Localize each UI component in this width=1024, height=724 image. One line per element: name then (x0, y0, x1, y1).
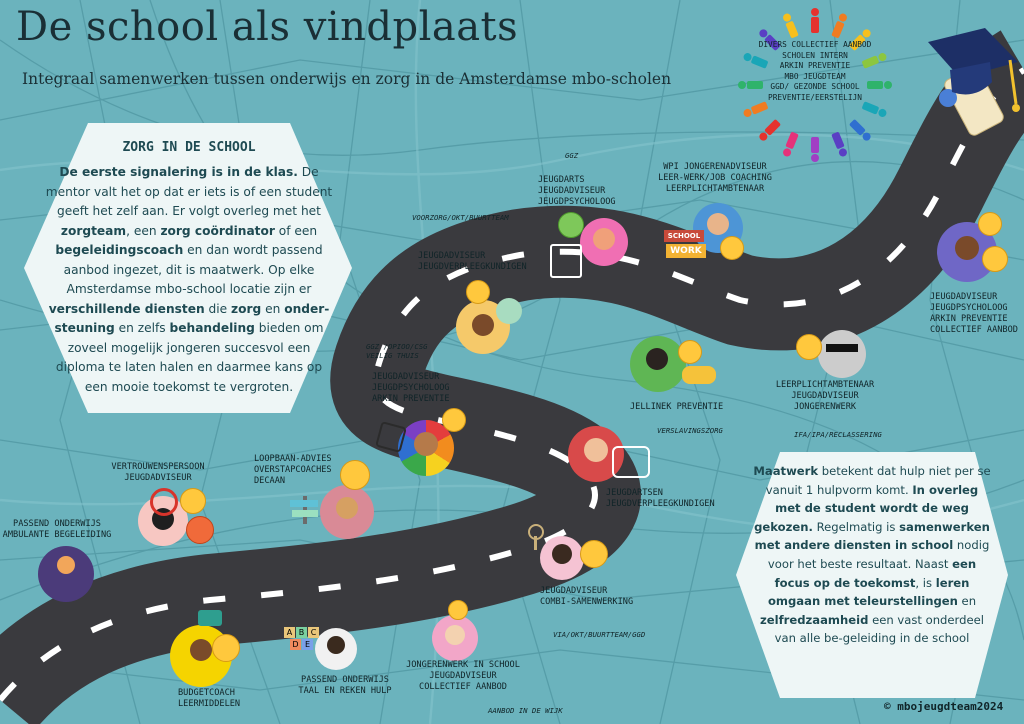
laptop-icon (198, 610, 222, 626)
station-label: JONGERENWERK IN SCHOOL JEUGDADVISEUR COLLECTIEF AANBOD (406, 660, 520, 692)
station-tag: GGZ (565, 151, 579, 160)
avatar-jongerenwerk (432, 615, 478, 661)
legend (742, 40, 888, 103)
person-figure-icon (849, 119, 872, 142)
avatar-wheelchair (38, 546, 94, 602)
alphabet-block: E (302, 639, 313, 650)
station-label: JEUGDARTSEN JEUGDVERPLEEGKUNDIGEN (606, 488, 715, 509)
person-figure-icon (782, 132, 799, 158)
station-tag: VIA/OKT/BUURTTEAM/GGD (553, 630, 646, 639)
station-tag: GGZ /OPIOO/CSG VEILIG THUIS (366, 342, 428, 360)
maatwerk-body: Maatwerk betekent dat hulp niet per se vanuit 1 hulpvorm komt. In overleg met de student wordt de weg gekozen. Regelmatig is samenwerken met andere diensten in school nodig voor het beste resultaat. Naast een focus op de toekomst, is leren omgaan met teleurstellingen en zelfredzaamheid een vast onderdeel van alle be-geleiding in de school (753, 464, 991, 646)
legend-item: SCHOLEN INTERN (782, 50, 848, 60)
station-label: PASSEND ONDERWIJS AMBULANTE BEGELEIDING (2, 519, 112, 540)
worried-emoji-icon (212, 634, 240, 662)
surprised-emoji-icon (978, 212, 1002, 236)
work-sign: WORK (666, 244, 706, 258)
alphabet-block: D (290, 639, 301, 650)
station-label: LEERPLICHTAMBTENAAR JEUGDADVISEUR JONGERENWERK (775, 380, 875, 412)
no-sign-icon (150, 488, 178, 516)
scared-emoji-icon (580, 540, 608, 568)
maatwerk-panel (752, 462, 992, 648)
station-tag: VERSLAVINGSZORG (657, 426, 723, 435)
scale-icon (612, 446, 650, 478)
legend-item: PREVENTIE/EERSTELIJN (768, 92, 862, 102)
zorg-body: De eerste signalering is in de klas. De mentor valt het op dat er iets is of een student geeft het zelf aan. Er volgt overleg met het zorgteam, een zorg coördinator of een begeleidingscoach en dan wordt passend aanbod ingezet, dit is maatwerk. Op elke Amsterdamse mbo-school locatie zijn er verschillende diensten die zorg en onder-steuning en zelfs behandeling bieden om zoveel mogelijk jongeren succesvol een diploma te laten halen en daarmee kans op een mooie toekomst te vergroten. (45, 165, 333, 394)
thinking-emoji-icon (720, 236, 744, 260)
person-figure-icon (831, 12, 848, 38)
avatar-jellinek (630, 336, 686, 392)
station-label: JEUGDADVISEUR JEUGDPSYCHOLOOG ARKIN PREVENTIE (372, 372, 450, 404)
face-emoji-icon (448, 600, 468, 620)
avatar-loopbaan (320, 485, 374, 539)
copyright: © mbojeugdteam2024 (884, 700, 1004, 713)
station-label: VERTROUWENSPERSOON JEUGDADVISEUR (111, 462, 205, 483)
page-title: De school als vindplaats (16, 4, 519, 50)
page-subtitle: Integraal samenwerken tussen onderwijs en zorg in de Amsterdamse mbo-scholen (22, 70, 672, 88)
game-controller-icon (682, 366, 716, 384)
station-label: JELLINEK PREVENTIE (630, 402, 724, 412)
keys-icon (522, 524, 552, 552)
station-label: JEUGDADVISEUR COMBI-SAMENWERKING (540, 586, 634, 607)
station-label: BUDGETCOACH LEERMIDDELEN (178, 688, 241, 709)
dizzy-emoji-icon (678, 340, 702, 364)
avatar-taal-reken (315, 628, 357, 670)
station-label: JEUGDADVISEUR JEUGDPSYCHOLOOG ARKIN PREVENTIE COLLECTIEF AANBOD (930, 292, 1018, 335)
legend-item: DIVERS COLLECTIEF AANBOD (758, 40, 872, 49)
angry-emoji-icon (186, 516, 214, 544)
station-label: PASSEND ONDERWIJS TAAL EN REKEN HULP (298, 675, 392, 696)
copyright-icon: © (884, 700, 891, 713)
avatar-jail (818, 330, 866, 378)
school-sign: SCHOOL (664, 230, 704, 242)
station-tag: IFA/IPA/RECLASSERING (794, 430, 882, 439)
worried-face-emoji-icon (466, 280, 490, 304)
person-figure-icon (782, 12, 799, 38)
alphabet-block: C (308, 627, 319, 638)
person-figure-icon (742, 101, 768, 118)
baby-icon (496, 298, 522, 324)
angry-face-emoji-icon (796, 334, 822, 360)
zorg-in-de-school-panel (44, 140, 334, 397)
station-tag: VOORZORG/OKT/BUURTTEAM (412, 213, 509, 222)
avatar-jeugdarts (580, 218, 628, 266)
sick-emoji-icon (558, 212, 584, 238)
legend-item: GGD/ GEZONDE SCHOOL (770, 82, 860, 91)
thinking-emoji-icon (340, 460, 370, 490)
station-tag: AANBOD IN DE WIJK (488, 706, 563, 715)
alphabet-block: A (284, 627, 295, 638)
zorg-heading: ZORG IN DE SCHOOL (122, 140, 256, 155)
person-figure-icon (811, 8, 819, 33)
legend-item: ARKIN PREVENTIE (779, 61, 851, 70)
alphabet-block: B (296, 627, 307, 638)
station-label: WPI JONGERENADVISEUR LEER-WERK/JOB COACHING LEERPLICHTAMBTENAAR (658, 162, 772, 194)
sad-emoji-icon (180, 488, 206, 514)
person-figure-icon (862, 101, 888, 118)
person-figure-icon (811, 137, 819, 162)
person-figure-icon (758, 119, 781, 142)
station-label: JEUGDARTS JEUGDADVISEUR JEUGDPSYCHOLOOG (538, 175, 616, 207)
crying-face-emoji-icon (982, 246, 1008, 272)
station-label: JEUGDADVISEUR JEUGDVERPLEEGKUNDIGEN (418, 251, 527, 272)
school-work-sign (664, 230, 708, 262)
person-figure-icon (831, 132, 848, 158)
legend-item: MBO JEUGDTEAM (784, 71, 846, 81)
station-label: LOOPBAAN-ADVIES OVERSTAPCOACHES DECAAN (254, 454, 332, 486)
family-icon (550, 244, 582, 278)
signpost-icon (290, 496, 320, 520)
crying-emoji-icon (442, 408, 466, 432)
